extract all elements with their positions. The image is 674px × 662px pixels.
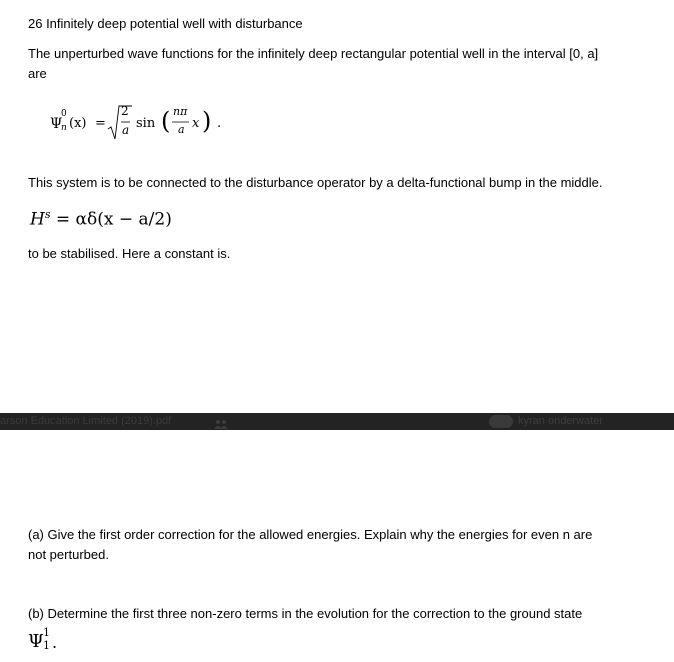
sqrt-numerator: 2: [121, 104, 129, 118]
fraction-numerator: nπ: [173, 105, 188, 118]
intro-line-2: are: [28, 66, 47, 81]
correction-psi: Ψ: [28, 631, 44, 652]
problem-title: 26 Infinitely deep potential well with disturbance: [28, 16, 303, 31]
user-name[interactable]: kyran onderwater: [518, 415, 603, 427]
question-a-line-2: not perturbed.: [28, 547, 109, 562]
psi-superscript: 0: [61, 109, 67, 119]
psi-symbol: Ψ: [50, 116, 63, 132]
hamiltonian-superscript: s: [44, 208, 51, 221]
sqrt-denominator: a: [122, 123, 130, 137]
hamiltonian-symbol: H: [30, 209, 45, 230]
document-viewer-bar: [0, 413, 674, 430]
variable-x: x: [192, 116, 200, 131]
psi-subscript: n: [61, 123, 67, 133]
correction-superscript: 1: [43, 626, 50, 639]
question-a-line-1: (a) Give the first order correction for the allowed energies. Explain why the energies for even n are: [28, 527, 593, 542]
stabilise-sentence: to be stabilised. Here a constant is.: [28, 246, 231, 261]
people-icon[interactable]: [214, 416, 228, 434]
file-name[interactable]: arson Education Limited (2019).pdf: [0, 415, 172, 427]
wavefunction-formula: [50, 103, 240, 151]
right-paren: ): [202, 107, 212, 135]
fraction-denominator: a: [178, 123, 185, 136]
equals-sign: =: [95, 116, 106, 131]
avatar[interactable]: [489, 415, 513, 428]
formula-period: .: [217, 116, 222, 131]
hamiltonian-formula: [30, 203, 172, 232]
left-paren: (: [161, 107, 171, 135]
hamiltonian-expression: = αδ(x − a/2): [50, 209, 172, 230]
psi-argument: (x): [69, 116, 87, 131]
correction-period: .: [52, 633, 58, 652]
correction-subscript: 1: [43, 639, 50, 652]
intro-line-1: The unperturbed wave functions for the infinitely deep rectangular potential well in the interval [0, a]: [28, 46, 599, 61]
question-b-line-1: (b) Determine the first three non-zero terms in the evolution for the correction to the ground state: [28, 606, 583, 621]
sin-function: sin: [136, 116, 156, 131]
people-icon-graphic: [214, 419, 228, 429]
disturbance-sentence: This system is to be connected to the disturbance operator by a delta-functional bump in the middle.: [28, 175, 603, 190]
correction-formula: [28, 625, 88, 655]
